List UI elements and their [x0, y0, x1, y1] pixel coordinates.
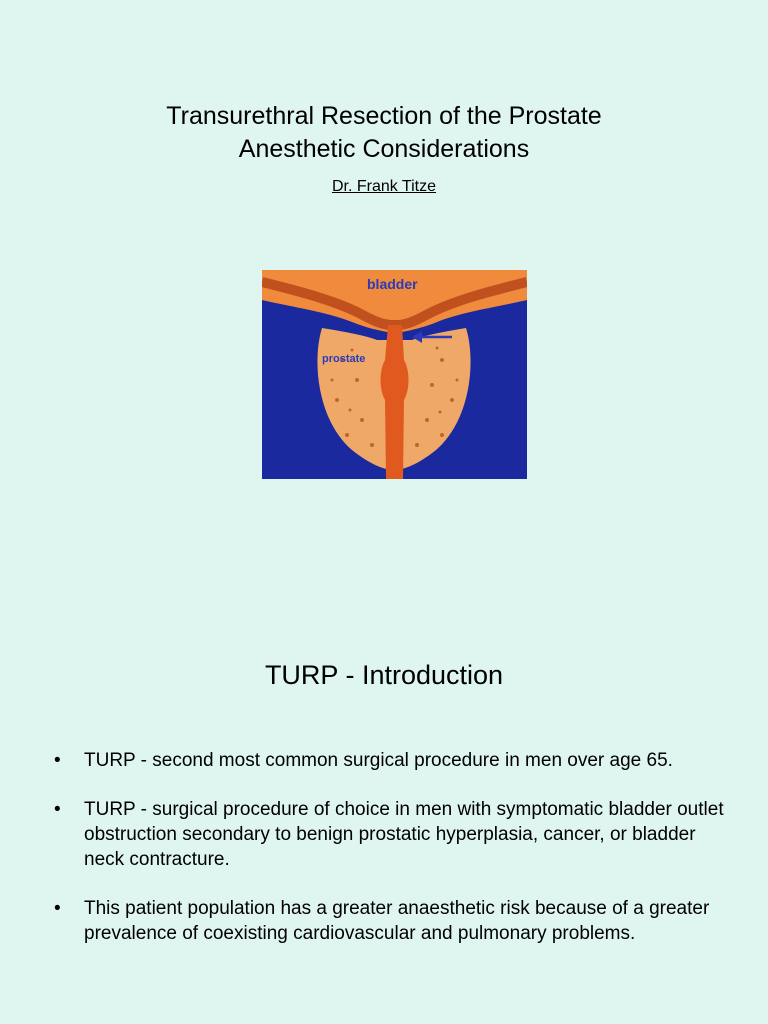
bullet-list: [50, 748, 740, 970]
bullet-text: TURP - second most common surgical procedure in men over age 65.: [84, 750, 673, 771]
prostate-anatomy-illustration: [262, 270, 527, 479]
list-item: [50, 748, 740, 773]
bullet-text: This patient population has a greater anaesthetic risk because of a greater prevalence of coexisting cardiovascular and pulmonary problems.: [84, 898, 710, 944]
bullet-text: TURP - surgical procedure of choice in men with symptomatic bladder outlet obstruction secondary to benign prostatic hyperplasia, cancer, or bladder neck contracture.: [84, 799, 724, 870]
prostate-anatomy-figure: [262, 270, 527, 479]
section-heading: TURP - Introduction: [264, 660, 504, 690]
bladder-label: bladder: [367, 276, 418, 292]
list-item: [50, 896, 740, 946]
author-link[interactable]: Dr. Frank Titze: [331, 178, 437, 195]
slide-title-block: [0, 100, 768, 196]
slide-title-line-1: Transurethral Resection of the Prostate: [166, 102, 602, 130]
slide-title-line-2: Anesthetic Considerations: [238, 135, 530, 163]
bullet-icon: •: [54, 799, 61, 820]
bullet-icon: •: [54, 750, 61, 771]
bullet-icon: •: [54, 898, 61, 919]
list-item: [50, 797, 740, 872]
prostate-label: prostate: [322, 353, 366, 365]
